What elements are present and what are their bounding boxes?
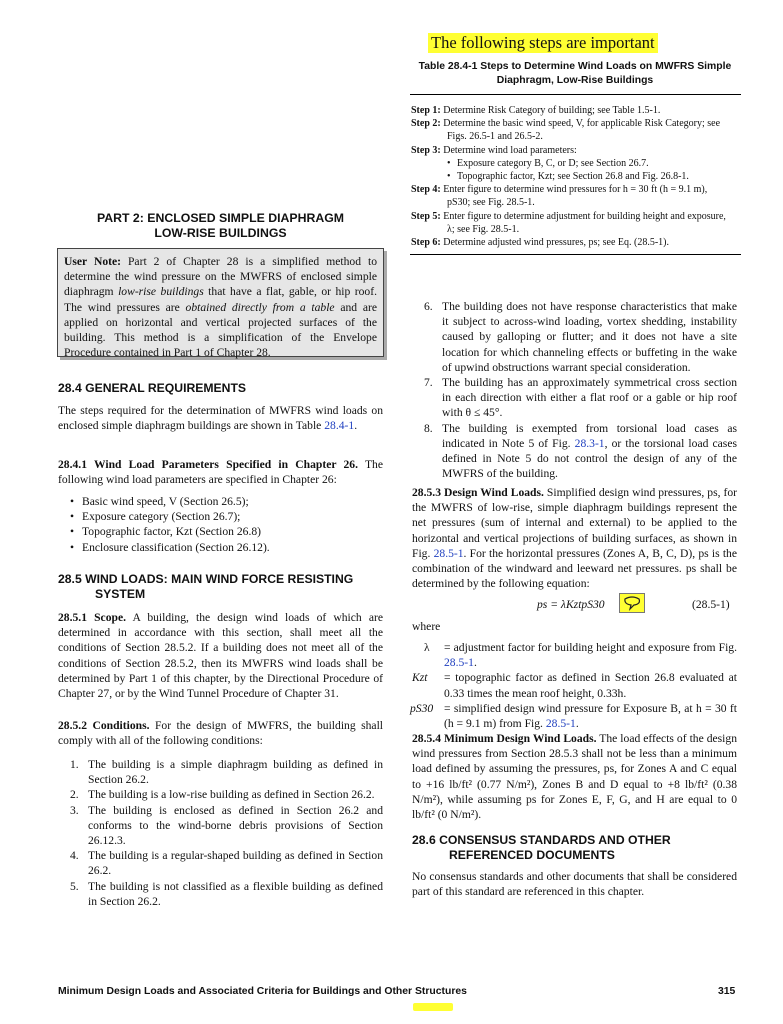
part-title-line-1: PART 2: ENCLOSED SIMPLE DIAPHRAGM (96, 211, 345, 225)
list-item (412, 299, 737, 375)
item-text: , or the torsional load cases defined in Note 5 do not control the design of any of the MWFRS of the building. (442, 436, 737, 481)
symbol: Kzt (412, 671, 428, 685)
list-item (58, 757, 383, 787)
item-number: 7. (424, 376, 433, 390)
subsection-text: For the design of MWFRS, the building shall comply with all of the following conditions: (58, 719, 384, 748)
subsection-text: The load effects of the design wind pressures from Section 28.5.3 shall not be less than a minimum load defined by assuming the pressures, ps, for Zones A and C equal to +16 lb/ft² (0.77 N/m²), Zones B and D equal to +8 lb/ft² (0.38 N/m²), while assuming ps for Zones E, F, G, and H are equal to 0 lb/ft² (0 N/m²). (412, 732, 737, 822)
item-number: 5. (70, 879, 79, 893)
table-title-line-1: Table 28.4-1 Steps to Determine Wind Loads on MWFRS Simple (418, 61, 732, 72)
heading-line: 28.5 WIND LOADS: MAIN WIND FORCE RESISTING (58, 572, 354, 586)
highlight-banner: The following steps are important (428, 33, 658, 53)
highlight-mark (413, 1003, 453, 1011)
equals: = (444, 641, 451, 654)
section-heading-28-4: 28.4 GENERAL REQUIREMENTS (58, 381, 247, 395)
definition-item (412, 701, 737, 731)
conditions-list-continued (412, 299, 737, 481)
subsection-heading: 28.4.1 Wind Load Parameters Specified in Chapter 26. (58, 458, 358, 471)
step-2-text: Determine the basic wind speed, V, for applicable Risk Category; see (443, 118, 721, 130)
punct: . (473, 656, 477, 670)
item-text: The building does not have response characteristics that make it subject to across-wind loading, vortex shedding, instability caused by galloping or flutter; and it does not have a site location for which channeling effects or buffeting in the wake of upwind obstructions warrant special consideration. (442, 300, 737, 374)
step-1-text: Determine Risk Category of building; see Table 1.5-1. (443, 105, 661, 116)
item-text: The building is enclosed as defined in Section 26.2 and conforms to the wind-borne debris provisions of Section 26.12.3. (88, 803, 383, 848)
steps-table (411, 104, 741, 249)
list-item: • Basic wind speed, V (Section 26.5); (70, 494, 395, 509)
user-note-text: that have a flat, gable, or hip roof. The wind pressures are (64, 285, 377, 314)
section-28-4-body: The steps required for the determination of MWFRS wind loads on enclosed simple diaphragm buildings are shown in Table (58, 404, 383, 433)
item-number: 8. (424, 421, 433, 435)
item-text: The building is a regular-shaped building as defined in Section 26.2. (88, 849, 383, 878)
item-text: The building is not classified as a flexible building as defined in Section 26.2. (88, 879, 383, 908)
definition-item (412, 670, 737, 700)
subsection-text: . For the horizontal pressures (Zones A, B, C, D), ps is the combination of the windward and leeward net pressures. ps shall be determined by the following equation: (412, 546, 737, 591)
heading-line: SYSTEM (95, 586, 146, 601)
item-number: 6. (424, 300, 433, 313)
list-item (58, 848, 383, 878)
comment-icon[interactable] (619, 593, 645, 613)
figure-link[interactable]: 28.3-1 (574, 436, 605, 450)
page-number: 315 (718, 986, 736, 997)
definition-text: adjustment factor for building height and exposure from Fig. (453, 641, 737, 654)
table-title (405, 60, 745, 87)
section-heading-28-5 (58, 572, 383, 601)
equation: ps = λKztpS30 (537, 598, 605, 611)
step-5-label: Step 5: (411, 210, 441, 222)
step-1-label: Step 1: (411, 105, 441, 116)
punct: . (354, 419, 358, 433)
list-item (412, 421, 737, 482)
step-3-label: Step 3: (411, 144, 441, 156)
list-item: • Enclosure classification (Section 26.12). (70, 540, 395, 555)
step-4-text: Enter figure to determine wind pressures for h = 30 ft (h = 9.1 m), (443, 184, 708, 196)
definition-text: simplified design wind pressure for Exposure B, at h = 30 ft (h = 9.1 m) from Fig. (444, 701, 737, 731)
equals: = (444, 701, 451, 715)
section-28-5-3 (412, 485, 737, 591)
equation-number: (28.5-1) (692, 598, 730, 611)
item-text: The building is a low-rise building as defined in Section 26.2. (88, 788, 375, 802)
footer-title: Minimum Design Loads and Associated Criteria for Buildings and Other Structures (58, 986, 467, 997)
section-28-5-1 (58, 610, 383, 701)
subsection-text: The following wind load parameters are specified in Chapter 26: (58, 458, 383, 487)
figure-link[interactable]: 28.5-1 (444, 656, 474, 670)
heading-line: REFERENCED DOCUMENTS (449, 847, 615, 862)
item-number: 4. (70, 849, 79, 863)
step-3-text: Determine wind load parameters: (443, 144, 577, 156)
user-note-emphasis: obtained directly from a table (185, 300, 335, 314)
user-note-box (57, 248, 384, 360)
item-number: 1. (70, 758, 79, 771)
section-28-6-text: No consensus standards and other documents that shall be considered part of this standard are referenced in this chapter. (412, 870, 737, 899)
section-28-4-1 (58, 457, 383, 487)
definitions (412, 640, 737, 731)
where-label: where (412, 620, 441, 633)
user-note-text: Part 2 of Chapter 28 is a simplified method to determine the wind pressure on the MWFRS of enclosed simple diaphragm (64, 255, 377, 299)
step-2-label: Step 2: (411, 118, 441, 130)
subsection-heading: 28.5.1 Scope. (58, 611, 126, 624)
section-28-5-2 (58, 718, 383, 748)
step-5-cont: λ; see Fig. 28.5-1. (447, 223, 520, 235)
step-4-cont: pS30; see Fig. 28.5-1. (447, 197, 535, 209)
subsection-heading: 28.5.3 Design Wind Loads. (412, 486, 544, 499)
item-text: The building has an approximately symmetrical cross section in each direction with either a flat roof or a gable or hip roof with θ ≤ 45°. (442, 376, 737, 420)
equals: = (444, 671, 451, 685)
section-28-4-text (58, 403, 383, 433)
list-item (58, 787, 383, 802)
table-top-rule (410, 94, 741, 95)
section-28-5-4 (412, 731, 737, 822)
symbol: pS30 (410, 701, 434, 715)
section-heading-28-6 (412, 833, 737, 862)
step-6-label: Step 6: (411, 237, 441, 249)
subsection-text: A building, the design wind loads of which are determined in accordance with this section, shall meet all the conditions of Section 28.5.2. If a building does not meet all of the conditions of Section 28.5.2, then its MWFRS wind loads shall be determined by Part 1 of this chapter, by the Directional Procedure of Chapter 27, or by the Wind Tunnel Procedure of Chapter 31. (58, 611, 384, 701)
user-note-label: User Note: (64, 255, 121, 268)
list-item (58, 803, 383, 849)
item-number: 3. (70, 803, 79, 817)
part-title-line-2: LOW-RISE BUILDINGS (154, 225, 287, 240)
symbol: λ (424, 641, 430, 654)
item-number: 2. (70, 788, 79, 802)
user-note-text: and are applied on horizontal and vertical projected surfaces of the building. This method is a simplification of the Envelope Procedure contained in Part 1 of Chapter 28. (64, 300, 377, 360)
step-3-bullet: • Topographic factor, Kzt; see Section 26.8 and Fig. 26.8-1. (411, 170, 741, 183)
definition-item (412, 640, 737, 670)
item-text: The building is exempted from torsional load cases as indicated in Note 5 of Fig. (442, 421, 737, 450)
parameter-list (58, 494, 395, 555)
figure-link[interactable]: 28.5-1 (545, 717, 576, 731)
figure-link[interactable]: 28.5-1 (433, 546, 464, 560)
subsection-heading: 28.5.2 Conditions. (58, 719, 150, 732)
subsection-heading: 28.5.4 Minimum Design Wind Loads. (412, 732, 597, 745)
table-title-line-2: Diaphragm, Low-Rise Buildings (496, 74, 654, 86)
table-link[interactable]: 28.4-1 (324, 419, 355, 433)
step-4-label: Step 4: (411, 184, 441, 196)
step-5-text: Enter figure to determine adjustment for building height and exposure, (443, 210, 726, 222)
step-3-bullet: • Exposure category B, C, or D; see Section 26.7. (411, 157, 741, 170)
table-bottom-rule (410, 254, 741, 255)
step-2-cont: Figs. 26.5-1 and 26.5-2. (447, 131, 543, 143)
user-note-emphasis: low-rise buildings (118, 285, 204, 299)
part-title (58, 211, 383, 240)
punct: . (575, 717, 579, 731)
list-item: • Topographic factor, Kzt (Section 26.8) (70, 524, 395, 539)
list-item (58, 879, 383, 909)
definition-text: topographic factor as defined in Section 26.8 evaluated at 0.33 times the mean roof height, 0.33h. (444, 671, 737, 700)
heading-line: 28.6 CONSENSUS STANDARDS AND OTHER (412, 833, 671, 847)
list-item: • Exposure category (Section 26.7); (70, 509, 395, 524)
item-text: The building is a simple diaphragm building as defined in Section 26.2. (88, 758, 383, 787)
list-item (412, 375, 737, 421)
step-6-text: Determine adjusted wind pressures, ps; see Eq. (28.5-1). (443, 237, 670, 249)
subsection-text: Simplified design wind pressures, ps, for the MWFRS of low-rise, simple diaphragm buildings represent the net pressures (sum of internal and external) to be applied to the horizontal and vertical projections of building surfaces, as shown in Fig. (412, 486, 737, 560)
conditions-list (58, 757, 383, 909)
